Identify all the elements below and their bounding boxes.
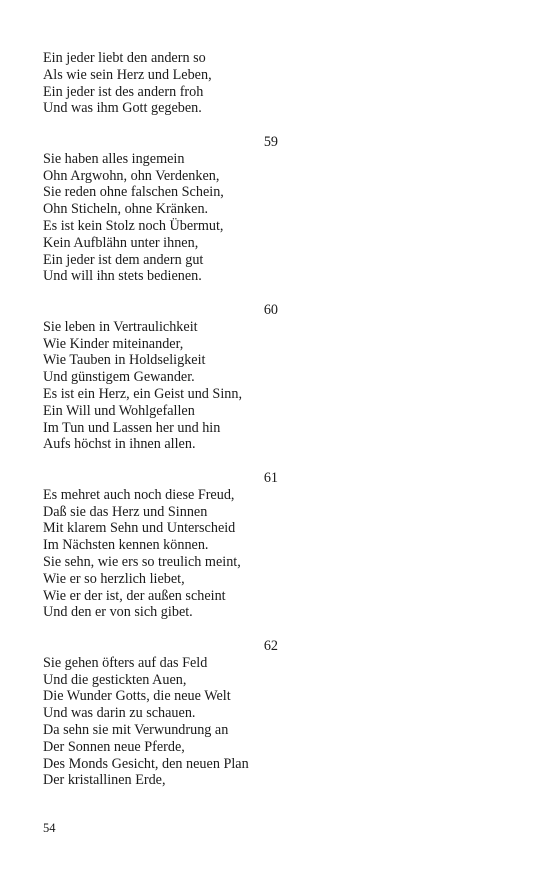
verse-line: Als wie sein Herz und Leben, — [43, 66, 212, 83]
verse-line: Wie er so herzlich liebet, — [43, 570, 185, 587]
verse-line: Ein jeder ist des andern froh — [43, 83, 204, 100]
verse-line: Wie Tauben in Holdseligkeit — [43, 352, 206, 369]
verse-line: Es ist ein Herz, ein Geist und Sinn, — [43, 385, 242, 402]
verse-line: Ein Will und Wohlgefallen — [43, 402, 195, 419]
verse-line: Es mehret auch noch diese Freud, — [43, 486, 235, 503]
verse-line: Des Monds Gesicht, den neuen Plan — [43, 755, 249, 772]
verse-line: Sie haben alles ingemein — [43, 150, 185, 167]
verse-line: Im Tun und Lassen her und hin — [43, 419, 221, 436]
stanza-62 — [43, 638, 278, 789]
verse-line: Da sehn sie mit Verwundrung an — [43, 721, 229, 738]
verse-line: Es ist kein Stolz noch Übermut, — [43, 217, 224, 234]
stanza-59 — [43, 134, 278, 285]
verse-line: Sie leben in Vertraulichkeit — [43, 318, 198, 335]
verse-line: Der kristallinen Erde, — [43, 772, 166, 789]
verse-line: Daß sie das Herz und Sinnen — [43, 503, 208, 520]
stanza-number: 59 — [263, 134, 278, 150]
verse-line: Sie gehen öfters auf das Feld — [43, 654, 208, 671]
stanza-number: 62 — [263, 638, 278, 654]
verse-line: Sie sehn, wie ers so treulich meint, — [43, 553, 241, 570]
stanza-61 — [43, 470, 278, 621]
verse-line: Ohn Sticheln, ohne Kränken. — [43, 201, 209, 218]
stanza-number: 61 — [263, 470, 278, 486]
verse-line: Und was ihm Gott gegeben. — [43, 100, 202, 117]
verse-line: Der Sonnen neue Pferde, — [43, 738, 185, 755]
verse-line: Und günstigem Gewander. — [43, 369, 195, 386]
verse-line: Ohn Argwohn, ohn Verdenken, — [43, 167, 220, 184]
verse-line: Ein jeder ist dem andern gut — [43, 251, 204, 268]
verse-line: Und will ihn stets bedienen. — [43, 268, 202, 285]
verse-line: Und was darin zu schauen. — [43, 705, 196, 722]
page-number: 54 — [43, 821, 56, 835]
verse-line: Die Wunder Gotts, die neue Welt — [43, 688, 231, 705]
verse-line: Im Nächsten kennen können. — [43, 537, 209, 554]
verse-line: Mit klarem Sehn und Unterscheid — [43, 520, 236, 537]
verse-line: Ein jeder liebt den andern so — [43, 50, 206, 66]
stanza-number: 60 — [263, 302, 278, 318]
stanza-continued — [43, 50, 278, 117]
verse-line: Und den er von sich gibet. — [43, 604, 193, 621]
stanza-60 — [43, 302, 278, 453]
verse-line: Wie Kinder miteinander, — [43, 335, 184, 352]
verse-line: Wie er der ist, der außen scheint — [43, 587, 226, 604]
verse-line: Aufs höchst in ihnen allen. — [43, 436, 196, 453]
verse-line: Kein Aufblähn unter ihnen, — [43, 234, 199, 251]
verse-line: Sie reden ohne falschen Schein, — [43, 184, 224, 201]
verse-line: Und die gestickten Auen, — [43, 671, 187, 688]
